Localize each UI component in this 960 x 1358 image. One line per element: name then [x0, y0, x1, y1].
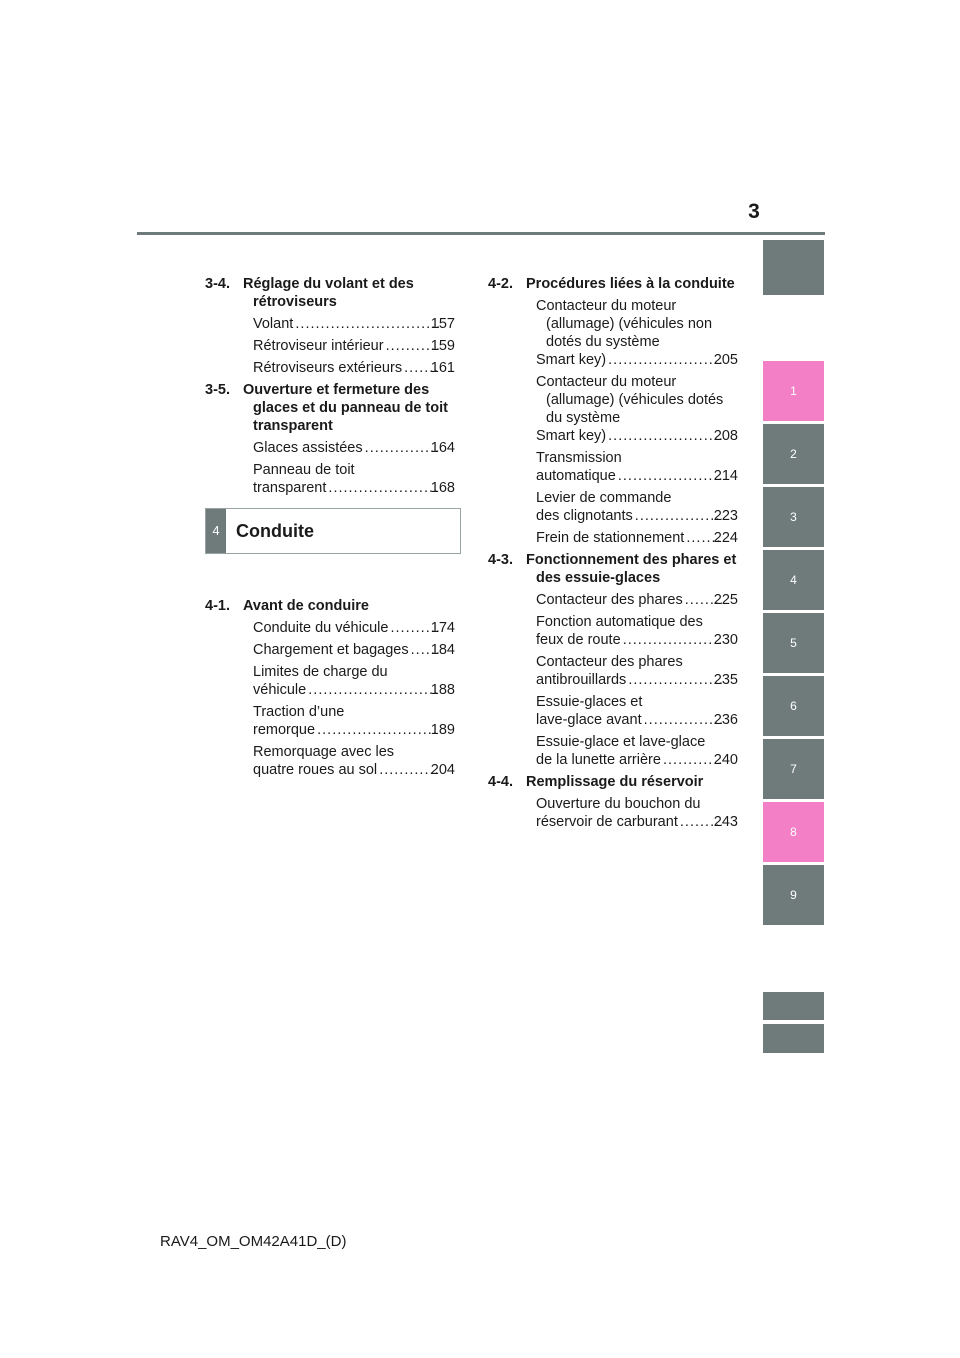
section-title: Fonctionnement des phares et des essuie-glaces: [526, 552, 737, 586]
section-number: 4-1.: [205, 598, 230, 614]
toc-entry[interactable]: [205, 439, 455, 457]
chapter-tab-label: 9: [790, 888, 797, 902]
toc-entry-text: remorque: [253, 722, 316, 738]
chapter-tab-8[interactable]: [763, 802, 824, 862]
toc-entry-text: des clignotants: [536, 508, 633, 524]
section-number: 4-3.: [488, 552, 513, 568]
toc-page-number: 223: [713, 508, 738, 524]
toc-entry-text-lead: Contacteur du moteur (allumage) (véhicules dotés du système: [536, 374, 724, 426]
toc-section-3-4[interactable]: [205, 275, 455, 311]
toc-entry[interactable]: [488, 449, 738, 485]
section-title: Remplissage du réservoir: [526, 774, 704, 790]
toc-section-4-1[interactable]: [205, 597, 455, 615]
toc-section-3-5[interactable]: [205, 381, 455, 435]
toc-entry-text: Rétroviseur intérieur: [253, 338, 384, 354]
toc-entry-text: réservoir de carburant: [536, 814, 678, 830]
page-number: 3: [748, 200, 760, 223]
chapter-tab-6[interactable]: [763, 676, 824, 736]
toc-entry[interactable]: [205, 337, 455, 355]
toc-section-4-2[interactable]: [488, 275, 738, 293]
chapter-tab-blank[interactable]: [763, 1024, 824, 1053]
dot-leader: [379, 761, 439, 779]
dot-leader: [608, 427, 722, 445]
toc-section-4-4[interactable]: [488, 773, 738, 791]
toc-entry-text: Frein de stationnement: [536, 530, 685, 546]
toc-entry-text: Chargement et bagages: [253, 642, 409, 658]
toc-entry-text: Contacteur des phares: [536, 592, 683, 608]
toc-entry[interactable]: [205, 641, 455, 659]
toc-page-number: 161: [430, 360, 455, 376]
dot-leader: [608, 351, 722, 369]
toc-page-number: 184: [430, 642, 455, 658]
chapter-tab-blank[interactable]: [763, 992, 824, 1020]
chapter-tab-2[interactable]: [763, 424, 824, 484]
toc-entry-text-lead: Ouverture du bouchon du: [536, 796, 701, 812]
dot-leader: [308, 681, 439, 699]
toc-entry-text: lave-glace avant: [536, 712, 642, 728]
toc-entry[interactable]: [488, 653, 738, 689]
toc-entry-text: Conduite du véhicule: [253, 620, 389, 636]
toc-right-column: [488, 275, 738, 835]
toc-page-number: 214: [713, 468, 738, 484]
dot-leader: [328, 479, 438, 497]
toc-page-number: 230: [713, 632, 738, 648]
dot-leader: [618, 467, 722, 485]
toc-entry[interactable]: [205, 315, 455, 333]
document-code-footer: RAV4_OM_OM42A41D_(D): [160, 1233, 347, 1250]
toc-entry[interactable]: [488, 693, 738, 729]
toc-entry-text: de la lunette arrière: [536, 752, 661, 768]
toc-page-number: 236: [713, 712, 738, 728]
section-title: Avant de conduire: [243, 598, 369, 614]
dot-leader: [663, 751, 722, 769]
chapter-tab-label: 7: [790, 762, 797, 776]
toc-entry-text: feux de route: [536, 632, 621, 648]
dot-leader: [628, 671, 722, 689]
toc-entry[interactable]: [488, 613, 738, 649]
toc-entry[interactable]: [488, 373, 738, 445]
dot-leader: [644, 711, 722, 729]
chapter-number: 4: [206, 509, 226, 553]
toc-entry[interactable]: [205, 663, 455, 699]
toc-page-number: 164: [430, 440, 455, 456]
section-title: Ouverture et fermeture des glaces et du panneau de toit transparent: [243, 382, 448, 434]
dot-leader: [635, 507, 722, 525]
toc-entry-text: Volant: [253, 316, 294, 332]
toc-page-number: 174: [430, 620, 455, 636]
toc-page-number: 189: [430, 722, 455, 738]
toc-entry-text-lead: Traction d’une: [253, 704, 345, 720]
chapter-tab-3[interactable]: [763, 487, 824, 547]
toc-entry-text-lead: Contacteur des phares: [536, 654, 683, 670]
chapter-tab-label: 4: [790, 573, 797, 587]
section-number: 4-4.: [488, 774, 513, 790]
toc-entry-text-lead: Panneau de toit: [253, 462, 355, 478]
chapter-tab-label: 1: [790, 384, 797, 398]
toc-section-4-3[interactable]: [488, 551, 738, 587]
chapter-tab-label: 6: [790, 699, 797, 713]
toc-entry-text-lead: Contacteur du moteur (allumage) (véhicules non dotés du système: [536, 298, 713, 350]
chapter-tab-7[interactable]: [763, 739, 824, 799]
toc-entry[interactable]: [488, 733, 738, 769]
toc-page-number: 243: [713, 814, 738, 830]
section-number: 3-4.: [205, 276, 230, 292]
toc-entry-text: Glaces assistées: [253, 440, 363, 456]
toc-page-number: 240: [713, 752, 738, 768]
chapter-heading: [205, 508, 461, 554]
section-title: Réglage du volant et des rétroviseurs: [243, 276, 414, 310]
section-number: 3-5.: [205, 382, 230, 398]
dot-leader: [365, 439, 439, 457]
chapter-tab-5[interactable]: [763, 613, 824, 673]
toc-entry-text: véhicule: [253, 682, 307, 698]
toc-page-number: 188: [430, 682, 455, 698]
chapter-tab-label: 8: [790, 825, 797, 839]
chapter-tab-1[interactable]: [763, 361, 824, 421]
toc-entry-text-lead: Transmission: [536, 450, 622, 466]
toc-entry-text: transparent: [253, 480, 327, 496]
dot-leader: [623, 631, 722, 649]
toc-entry-text: quatre roues au sol: [253, 762, 378, 778]
toc-entry-text: Rétroviseurs extérieurs: [253, 360, 403, 376]
toc-entry-text-lead: Essuie-glaces et: [536, 694, 643, 710]
toc-entry[interactable]: [488, 591, 738, 609]
section-title: Procédures liées à la conduite: [526, 276, 735, 292]
chapter-tab-4[interactable]: [763, 550, 824, 610]
chapter-tab-label: 3: [790, 510, 797, 524]
dot-leader: [295, 315, 438, 333]
toc-page-number: 235: [713, 672, 738, 688]
toc-page-number: 224: [713, 530, 738, 546]
toc-entry-text: automatique: [536, 468, 616, 484]
chapter-tab-blank[interactable]: [763, 240, 824, 295]
chapter-tab-9[interactable]: [763, 865, 824, 925]
toc-entry-text-lead: Levier de commande: [536, 490, 672, 506]
toc-entry[interactable]: [488, 795, 738, 831]
toc-entry[interactable]: [205, 743, 455, 779]
chapter-title: Conduite: [236, 521, 314, 541]
toc-entry-text-lead: Essuie-glace et lave-glace: [536, 734, 706, 750]
header-rule: [137, 232, 825, 235]
toc-entry-text-lead: Limites de charge du: [253, 664, 388, 680]
toc-entry-text-lead: Fonction automatique des: [536, 614, 703, 630]
section-number: 4-2.: [488, 276, 513, 292]
toc-page-number: 157: [430, 316, 455, 332]
toc-entry-text: Smart key): [536, 428, 607, 444]
toc-page-number: 205: [713, 352, 738, 368]
toc-entry[interactable]: [205, 359, 455, 377]
toc-entry[interactable]: [488, 529, 738, 547]
toc-entry[interactable]: [205, 703, 455, 739]
dot-leader: [317, 721, 439, 739]
chapter-tab-label: 5: [790, 636, 797, 650]
toc-page-number: 208: [713, 428, 738, 444]
toc-entry-text-lead: Remorquage avec les: [253, 744, 395, 760]
toc-page-number: 168: [430, 480, 455, 496]
chapter-tab-label: 2: [790, 447, 797, 461]
toc-entry[interactable]: [488, 489, 738, 525]
toc-entry-text: antibrouillards: [536, 672, 627, 688]
toc-page-number: 225: [713, 592, 738, 608]
toc-page-number: 159: [430, 338, 455, 354]
toc-entry[interactable]: [205, 461, 455, 497]
toc-entry[interactable]: [488, 297, 738, 369]
toc-entry-text: Smart key): [536, 352, 607, 368]
toc-entry[interactable]: [205, 619, 455, 637]
toc-page-number: 204: [430, 762, 455, 778]
